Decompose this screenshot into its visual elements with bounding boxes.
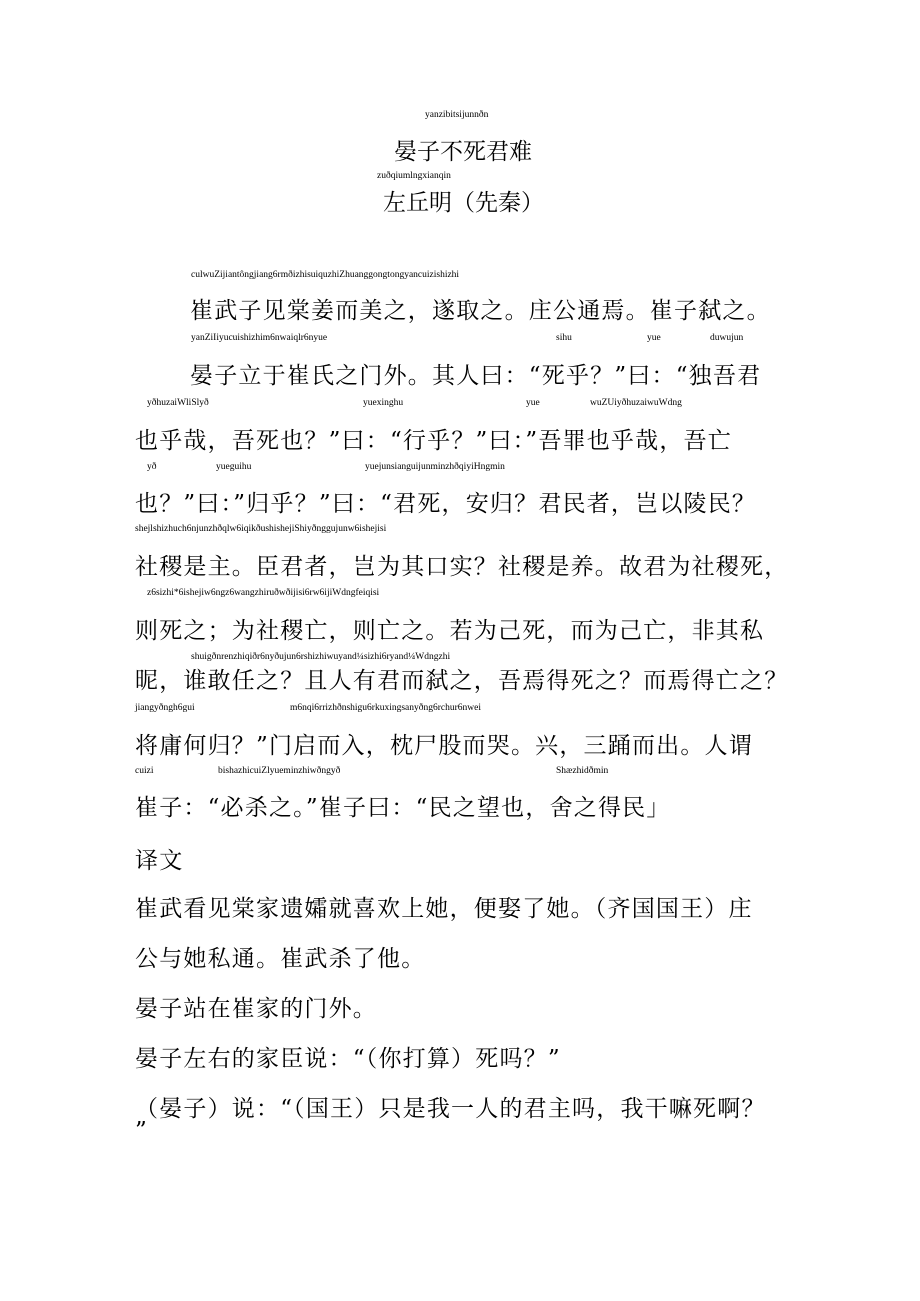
translation-line-1: 崔武看见棠家遗孀就喜欢上她，便娶了她。（齐国国王）庄 [135, 896, 753, 922]
original-line-7: 昵，谁敢任之？且人有君而弑之，吾焉得死之？而焉得亡之？ [135, 668, 789, 694]
original-line-9: 崔子：“必杀之。”崔子曰：“民之望也，舍之得民」 [135, 795, 671, 821]
original-line-5: 社稷是主。臣君者，岂为其口实？社稷是养。故君为社稷死， [135, 554, 789, 580]
pinyin-line-2c: yue [647, 333, 661, 343]
original-line-2: 晏子立于崔氏之门外。其人曰：“死乎？”曰：“独吾君 [190, 363, 762, 389]
pinyin-line-8a: jiangyðngh6gui [135, 703, 195, 713]
pinyin-line-1: culwuZijiantôngjiang6rmðizhisuiquzhiZhuanggongtongyancuizishizhi [191, 270, 460, 280]
author-pinyin: zuðqiumlngxianqin [377, 171, 451, 181]
translation-line-4: 晏子左右的家臣说：“（你打算）死吗？” [135, 1046, 561, 1072]
pinyin-line-5: shejlshizhuch6njunzhðqlw6iqikðushishejiShiyðnggujunw6ishejisi [135, 524, 387, 534]
pinyin-line-6: z6sizhi*6ishejiw6ngz6wangzhiruðwðijisi6rw6ijiWdngfeiqisi [147, 588, 380, 598]
pinyin-line-3b: yuexinghu [363, 398, 404, 408]
pinyin-line-2d: duwujun [710, 333, 744, 343]
translation-heading: 译文 [135, 848, 184, 874]
original-line-3: 也乎哉，吾死也？”曰：“行乎？”曰：”吾罪也乎哉，吾亡 [135, 428, 732, 454]
title-pinyin: yanzibitsijunnðn [425, 110, 489, 120]
pinyin-line-9c: Shæzhidðmin [556, 766, 609, 776]
original-line-1: 崔武子见棠姜而美之，遂取之。庄公通焉。崔子弑之。 [190, 298, 771, 324]
translation-line-6: ” [135, 1118, 148, 1144]
translation-line-2: 公与她私通。崔武杀了他。 [135, 946, 426, 972]
author-line: 左丘明（先秦） [383, 190, 544, 216]
pinyin-line-4a: yð [147, 462, 157, 472]
pinyin-line-2a: yanZiIiyucuishizhim6nwaiqlr6nyue [191, 333, 328, 343]
pinyin-line-8b: m6nqi6rrizhðnshigu6rkuxingsanyðng6rchur6nwei [290, 703, 482, 713]
page-title: 晏子不死君难 [394, 139, 532, 165]
original-line-4: 也？”曰：”归乎？”曰：“君死，安归？君民者，岂以陵民？ [135, 491, 757, 517]
pinyin-line-9a: cuizi [135, 766, 154, 776]
translation-line-3: 晏子站在崔家的门外。 [135, 996, 377, 1022]
pinyin-line-4b: yueguihu [216, 462, 252, 472]
pinyin-line-9b: bishazhicuiZlyueminzhiwðngyð [218, 766, 341, 776]
pinyin-line-3a: yðhuzaiWliSlyð [147, 398, 209, 408]
original-line-8: 将庸何归？”门启而入，枕尸股而哭。兴，三踊而出。人谓 [135, 733, 753, 759]
pinyin-line-3d: wuZUiyðhuzaiwuWdng [590, 398, 682, 408]
pinyin-line-7: shuigðnrenzhiqiðr6nyðujun6rshizhiwuyand¼sizhi6ryand¼Wdngzhi [191, 652, 451, 662]
pinyin-line-3c: yue [526, 398, 540, 408]
pinyin-line-4c: yuejunsianguijunminzhðqiyiHngmin [365, 462, 505, 472]
translation-line-5: （晏子）说：“（国王）只是我一人的君主吗，我干嘛死啊？ [135, 1096, 766, 1122]
original-line-6: 则死之；为社稷亡，则亡之。若为己死，而为己亡，非其私 [135, 618, 765, 644]
pinyin-line-2b: sihu [556, 333, 572, 343]
